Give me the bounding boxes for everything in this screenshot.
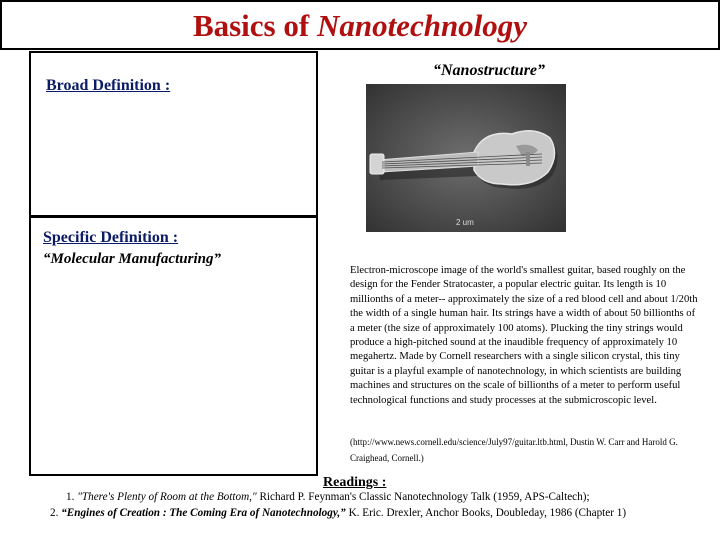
title-italic: Nanotechnology: [316, 8, 528, 43]
specific-definition-box: [29, 216, 318, 476]
reading-number: 2.: [50, 507, 59, 519]
nanostructure-title: “Nanostructure”: [433, 62, 546, 79]
reading-item: [50, 507, 626, 519]
title-box: [0, 0, 720, 50]
image-caption: Electron-microscope image of the world's smallest guitar, based roughly on the design for the Fender Stratocaster, a popular electric guitar. Its length is 10 millionths of a meter-- approximately the size of a red blood cell and about 1/20th the width of a single human hair. Its strings have a width of about 50 billionths of a meter (the size of approximately 100 atoms). Plucking the tiny strings would produce a high-pitched sound at the inaudible frequency of approximately 10 megahertz. Made by Cornell researchers with a single silicon crystal, this tiny guitar is a playful example of nanotechnology, in which scientists are building machines and structures on the scale of billionths of a meter to perform useful technological functions and study processes at the submicroscopic level.: [350, 265, 698, 406]
scale-bar-label: 2 um: [456, 218, 474, 227]
reading-title: "There's Plenty of Room at the Bottom,": [77, 491, 257, 503]
readings-title: Readings :: [323, 475, 387, 490]
image-citation: (http://www.news.cornell.edu/science/July97/guitar.ltb.html, Dustin W. Carr and Harold G. Craighead, Cornell.): [350, 437, 678, 463]
title-normal: Basics of: [192, 8, 310, 43]
reading-details: Richard P. Feynman's Classic Nanotechnology Talk (1959, APS-Caltech);: [259, 491, 590, 503]
broad-definition-label: Broad Definition :: [46, 77, 171, 94]
nano-guitar-sem-image-icon: [366, 84, 566, 232]
reading-details: K. Eric. Drexler, Anchor Books, Doubleday, 1986 (Chapter 1): [348, 507, 627, 519]
specific-definition-label: Specific Definition :: [43, 229, 179, 246]
molecular-manufacturing-subtitle: “Molecular Manufacturing”: [43, 251, 221, 267]
reading-title: “Engines of Creation : The Coming Era of Nanotechnology,”: [61, 507, 346, 519]
slide-title: [2, 8, 718, 44]
nano-guitar-image: [366, 84, 566, 232]
reading-number: 1.: [66, 491, 75, 503]
reading-item: [66, 491, 590, 503]
broad-definition-box: [29, 51, 318, 217]
